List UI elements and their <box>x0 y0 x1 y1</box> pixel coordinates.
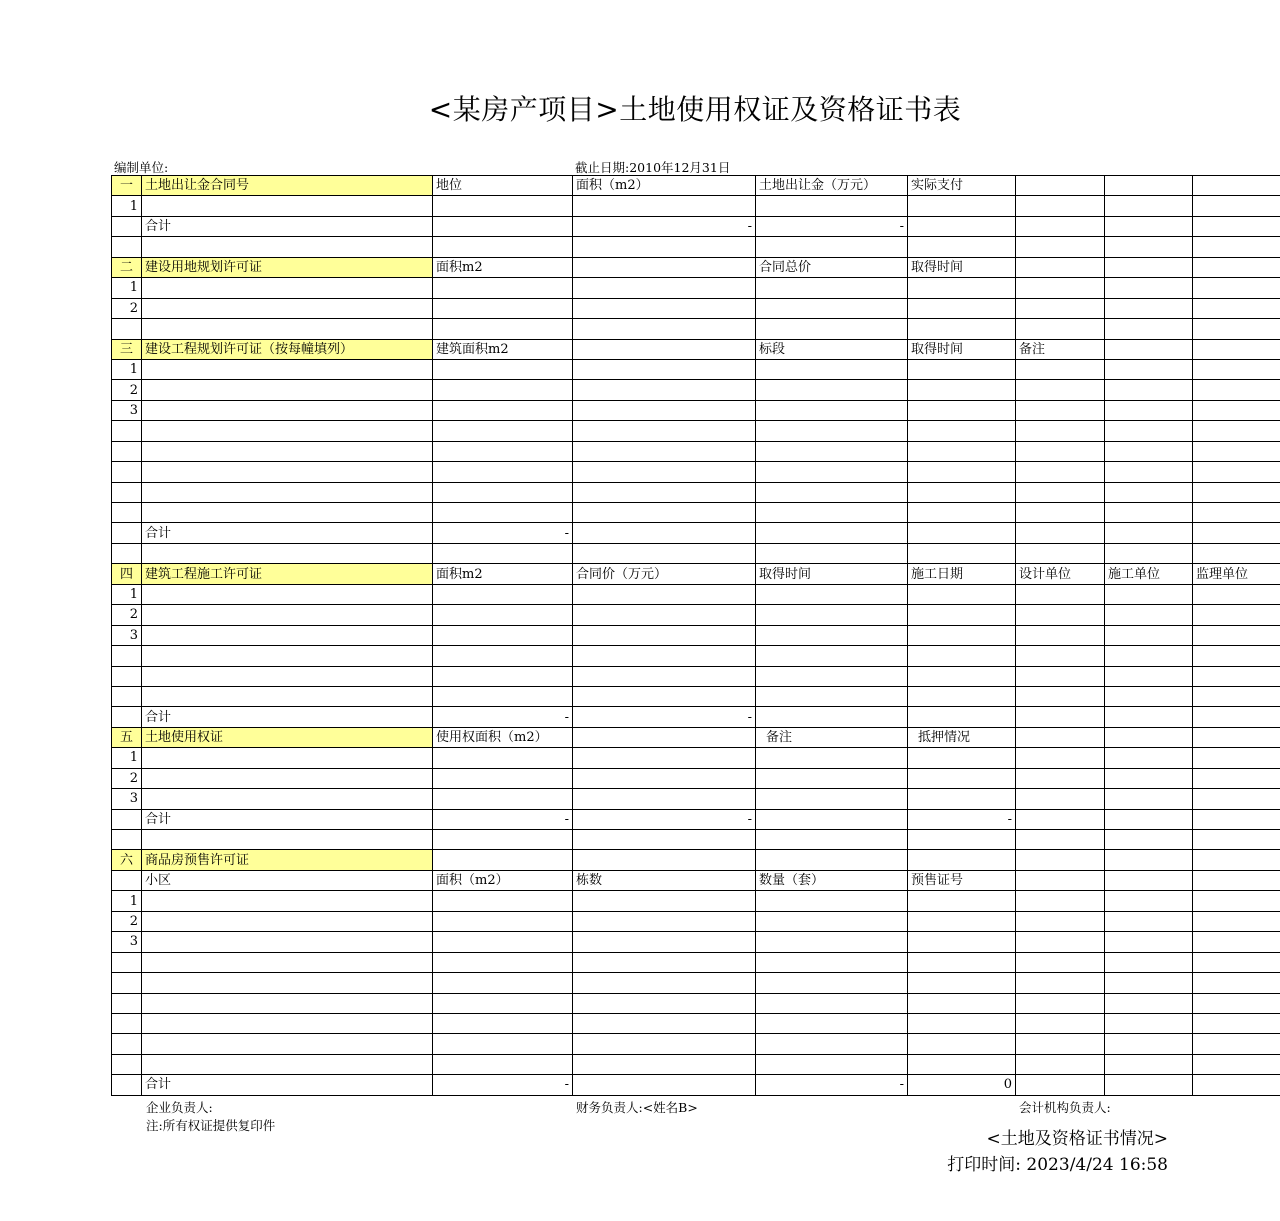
row-number: 1 <box>112 196 142 216</box>
col-header: 建筑面积m2 <box>433 339 573 359</box>
section-1-total <box>112 216 1280 236</box>
col-header: 设计单位 <box>1016 564 1105 584</box>
total-value: - <box>433 707 573 727</box>
row-number: 3 <box>112 932 142 952</box>
total-label: 合计 <box>142 216 433 236</box>
table-row <box>112 278 1280 298</box>
row-number: 1 <box>112 748 142 768</box>
row-number: 1 <box>112 359 142 379</box>
table-row <box>112 605 1280 625</box>
footnote: 注:所有权证提供复印件 <box>146 1118 276 1133</box>
section-no: 五 <box>112 727 142 747</box>
col-header: 面积m2 <box>433 564 573 584</box>
section-3-total <box>112 523 1280 543</box>
table-row <box>112 625 1280 645</box>
certificate-table <box>111 175 1280 1096</box>
row-number: 2 <box>112 380 142 400</box>
section-name: 建设工程规划许可证（按每幢填列） <box>142 339 433 359</box>
table-row <box>112 768 1280 788</box>
col-header: 面积（m2） <box>433 870 573 890</box>
section-no: 三 <box>112 339 142 359</box>
col-header: 施工日期 <box>908 564 1016 584</box>
total-value: 0 <box>908 1075 1016 1095</box>
table-row <box>112 196 1280 216</box>
col-header: 栋数 <box>573 870 756 890</box>
sheet-name: <土地及资格证书情况> <box>986 1129 1168 1149</box>
section-no: 一 <box>112 176 142 196</box>
row-number: 3 <box>112 789 142 809</box>
table-row <box>112 891 1280 911</box>
col-header: 施工单位 <box>1105 564 1193 584</box>
section-name: 建设用地规划许可证 <box>142 257 433 277</box>
enterprise-head: 企业负责人: <box>146 1100 213 1115</box>
total-value: - <box>573 216 756 236</box>
table-row <box>112 748 1280 768</box>
section-6-header <box>112 850 1280 870</box>
section-4-total <box>112 707 1280 727</box>
col-header: 实际支付 <box>908 176 1016 196</box>
table-row <box>112 400 1280 420</box>
table-row <box>112 359 1280 379</box>
row-number: 3 <box>112 400 142 420</box>
col-header: 取得时间 <box>756 564 908 584</box>
table-row <box>112 380 1280 400</box>
section-no: 二 <box>112 257 142 277</box>
col-header: 预售证号 <box>908 870 1016 890</box>
total-label: 合计 <box>142 523 433 543</box>
total-value: - <box>573 809 756 829</box>
total-value: - <box>433 809 573 829</box>
section-4-header <box>112 564 1280 584</box>
section-no: 六 <box>112 850 142 870</box>
print-time: 打印时间: 2023/4/24 16:58 <box>947 1155 1168 1175</box>
table-row <box>112 932 1280 952</box>
col-header: 合同总价 <box>756 257 908 277</box>
deadline-label: 截止日期:2010年12月31日 <box>575 160 731 175</box>
total-value: - <box>908 809 1016 829</box>
row-number: 2 <box>112 605 142 625</box>
section-1-header <box>112 176 1280 196</box>
table-row <box>112 298 1280 318</box>
row-number: 1 <box>112 278 142 298</box>
section-name: 土地出让金合同号 <box>142 176 433 196</box>
table-row <box>112 789 1280 809</box>
section-5-total <box>112 809 1280 829</box>
row-number: 1 <box>112 891 142 911</box>
total-label: 合计 <box>142 1075 433 1095</box>
col-header: 使用权面积（m2） <box>433 727 573 747</box>
finance-head: 财务负责人:<姓名B> <box>576 1100 698 1115</box>
total-value: - <box>756 1075 908 1095</box>
accounting-head: 会计机构负责人: <box>1019 1100 1111 1115</box>
col-header: 备注 <box>756 727 908 747</box>
table-row <box>112 911 1280 931</box>
total-label: 合计 <box>142 809 433 829</box>
total-value: - <box>756 216 908 236</box>
total-label: 合计 <box>142 707 433 727</box>
section-no: 四 <box>112 564 142 584</box>
col-header: 抵押情况 <box>908 727 1016 747</box>
col-header: 面积m2 <box>433 257 573 277</box>
row-number: 2 <box>112 768 142 788</box>
col-header: 取得时间 <box>908 339 1016 359</box>
col-header: 小区 <box>142 870 433 890</box>
section-6-col-headers <box>112 870 1280 890</box>
section-2-header <box>112 257 1280 277</box>
row-number: 2 <box>112 911 142 931</box>
col-header: 面积（m2） <box>573 176 756 196</box>
row-number: 2 <box>112 298 142 318</box>
col-header: 数量（套） <box>756 870 908 890</box>
section-5-header <box>112 727 1280 747</box>
unit-label: 编制单位: <box>114 160 169 175</box>
row-number: 1 <box>112 584 142 604</box>
section-name: 土地使用权证 <box>142 727 433 747</box>
total-value: - <box>433 523 573 543</box>
col-header: 监理单位 <box>1193 564 1280 584</box>
col-header: 备注 <box>1016 339 1105 359</box>
table-row <box>112 584 1280 604</box>
total-value: - <box>573 707 756 727</box>
section-name: 商品房预售许可证 <box>142 850 433 870</box>
col-header: 标段 <box>756 339 908 359</box>
col-header: 地位 <box>433 176 573 196</box>
section-3-header <box>112 339 1280 359</box>
row-number: 3 <box>112 625 142 645</box>
col-header: 取得时间 <box>908 257 1016 277</box>
section-6-total <box>112 1075 1280 1095</box>
total-value: - <box>433 1075 573 1095</box>
page-title: <某房产项目>土地使用权证及资格证书表 <box>428 93 962 126</box>
col-header: 合同价（万元） <box>573 564 756 584</box>
col-header: 土地出让金（万元） <box>756 176 908 196</box>
section-name: 建筑工程施工许可证 <box>142 564 433 584</box>
